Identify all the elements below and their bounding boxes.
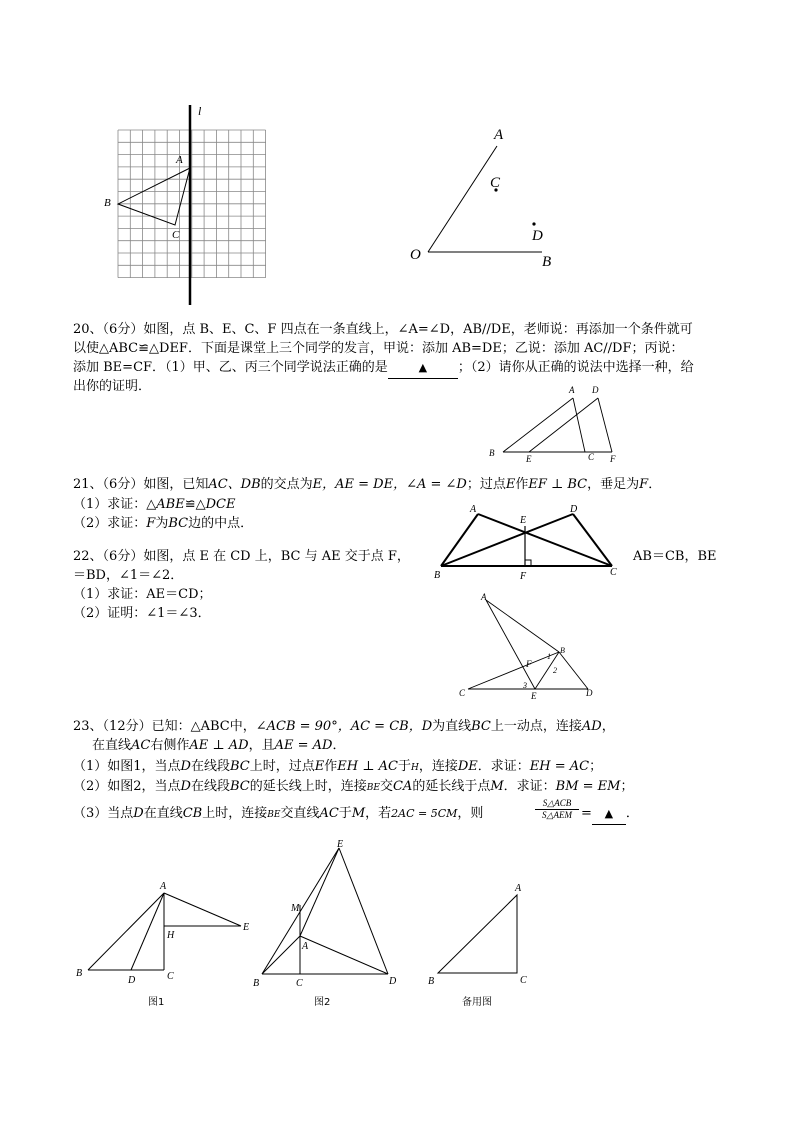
q23-t36: 交 [379,779,393,794]
q21-t16: （2）求证： [73,516,147,531]
q20-line2: 以使△ABC≌△DEF．下面是课堂上三个同学的发言，甲说：添加 AB=DE；乙说：添加 AC//DF；丙说： [73,341,684,356]
q21-t15: DCE [205,497,236,512]
q23-t30: （2）如图2，当点 [73,779,181,794]
q23-t42: ； [620,779,634,794]
q21-t14: ≌△ [184,497,206,512]
q23-t45: 在直线 [143,806,183,821]
q23-t19: 上时，过点 [249,759,315,774]
q21-t9: ，垂足为 [587,477,640,492]
q20-label-d: D [592,385,599,395]
q22-label-d: D [586,688,593,698]
q21-t7: 作 [515,477,529,492]
q23-t11: AE ⊥ AD [189,738,249,753]
label-a-angle: A [494,127,504,143]
q21-t3: 的交点为 [260,477,313,492]
q20-line3b: ；（2）请你从正确的说法中选择一种，给 [457,360,694,375]
fig1-caption: 图1 [148,997,165,1008]
q20-label-c: C [588,452,595,462]
q23-t49: 交直线 [280,806,320,821]
q23-t10: 右侧作 [150,738,190,753]
q23-t33: BC [230,779,250,794]
fig3-caption: 备用图 [462,997,492,1008]
fig3-label-b: B [428,976,435,987]
q23-t53: ，若 [365,806,392,821]
q23-t5: 上一动点，连接 [490,719,582,734]
fig1-label-a: A [160,881,167,892]
fig1-label-b: B [76,968,83,979]
q21-t17: F [146,516,156,531]
q21-t5: ；过点 [466,477,506,492]
q23-t21: 作 [324,759,338,774]
q23-t54: 2AC = 5CM [391,807,458,820]
q21-t2: AC、DB [208,477,261,492]
q23-t18: BC [230,759,250,774]
q23-t38: 的延长线于点 [412,779,491,794]
q21-t19: BC [168,516,189,531]
fig1-label-h: H [167,930,175,941]
fig2-label-c: C [296,978,303,989]
q22-label-f: F [526,659,532,669]
q23-t14: ． [332,738,346,753]
q23-end: ． [625,806,639,821]
fig3-label-a: A [515,883,522,894]
fig2-label-d: D [389,976,397,987]
q23-t2: ∠ACB = 90°，AC = CB，D [255,719,433,734]
q21-label-d: D [570,504,578,515]
triangle-mark: ▲ [418,361,428,374]
q22-line3: （1）求证：AE＝CD； [73,587,212,602]
q23-t7: ， [601,719,615,734]
q23-t29: ； [589,759,603,774]
triangle-mark-2: ▲ [604,807,614,820]
q23-t1: 23、（12分）已知：△ABC中， [73,719,256,734]
q23-t28: EH = AC [529,759,590,774]
q21-t13: ABE [156,497,185,512]
q20-label-f: F [610,454,616,464]
q21-t8: EF ⊥ BC [528,477,588,492]
q23-t15: （1）如图1，当点 [73,759,181,774]
fig3-label-c: C [520,975,527,986]
q23-t47: 上时，连接 [202,806,268,821]
q21-label-e: E [520,515,527,526]
q23-t46: CB [182,806,203,821]
q23-t6: AD [581,719,602,734]
q23-t4: BC [471,719,491,734]
fig2-label-e: E [337,839,344,850]
q23-t23: 于 [397,759,411,774]
q23-t52: M [351,806,366,821]
q23-t41: BM = EM [555,779,621,794]
q23-t3: 为直线 [432,719,472,734]
q21-label-a: A [470,504,477,515]
q23-t16: D [180,759,191,774]
q20-line3a: 添加 BE=CF．（1）甲、乙、丙三个同学说法正确的是 [73,360,388,375]
q23-t27: ．求证： [477,759,530,774]
q23-t26: DE [457,759,478,774]
label-b-grid: B [104,197,111,209]
q23-t22: EH ⊥ AC [337,759,398,774]
fig2-caption: 图2 [314,997,331,1008]
q22-label-b: B [560,646,565,655]
q22-line4: （2）证明：∠1＝∠3． [73,606,211,621]
q23-t51: 于 [338,806,352,821]
q23-t39: M [490,779,504,794]
q22-label-3: 3 [523,681,527,690]
q23-t31: D [180,779,191,794]
label-b-angle: B [542,254,552,270]
q21-t18: 为 [155,516,169,531]
q21-label-f: F [520,571,527,582]
q22-label-1: 1 [547,652,551,661]
q21-t4: E，AE = DE，∠A = ∠D [312,477,467,492]
label-c-grid: C [172,229,180,241]
fraction-denominator: S△AEM [542,810,572,820]
label-c-angle: C [490,175,501,191]
q21-t1: 21、（6分）如图，已知 [73,477,209,492]
label-o-angle: O [410,247,421,263]
q22-line1a: 22、（6分）如图，点 E 在 CD 上，BC 与 AE 交于点 F， [73,549,410,564]
q23-t55: ，则 [457,806,484,821]
fraction-numerator: S△ACB [535,798,579,810]
q20-label-b: B [489,448,495,458]
q23-t43: （3）当点 [73,806,134,821]
q21-t12: （1）求证：△ [73,497,157,512]
q20-line4: 出你的证明． [73,379,152,394]
q20-label-a: A [569,385,575,395]
label-a-grid: A [176,154,183,166]
label-l: l [198,104,202,118]
q20-line1: 20、（6分）如图，点 B、E、C、F 四点在一条直线上，∠A=∠D，AB//DE，老师说：再添加一个条件就可 [73,322,693,337]
q23-t48: BE [267,810,281,820]
q22-line2: ＝BD，∠1＝∠2． [73,568,184,583]
q22-line1b: AB＝CB，BE [633,549,717,564]
q21-label-c: C [610,567,617,578]
q23-t50: AC [319,806,339,821]
q23-t24: H [410,763,419,773]
fig1-label-c: C [167,971,174,982]
q23-t25: ，连接 [418,759,458,774]
q21-t6: E [505,477,516,492]
fig2-label-a: A [302,941,309,952]
q22-label-e: E [531,691,537,701]
fig2-label-b: B [253,978,260,989]
q23-t9: AC [131,738,151,753]
q23-t32: 在线段 [190,779,230,794]
fig1-label-e: E [243,922,250,933]
q23-eq: = [581,806,592,821]
q23-t37: CA [392,779,413,794]
q22-label-2: 2 [553,666,557,675]
fig2-label-m: M [291,903,300,914]
q23-t44: D [133,806,144,821]
q21-t11: ． [648,477,662,492]
q23-t20: E [314,759,325,774]
q23-t17: 在线段 [190,759,230,774]
q23-t34: 的延长线上时，连接 [249,779,367,794]
q20-label-e: E [526,454,532,464]
q21-t10: F [639,477,649,492]
label-d-angle: D [532,228,543,244]
q21-t20: 边的中点． [188,516,254,531]
q21-label-b: B [434,570,441,581]
q23-t35: BE [366,783,380,793]
fig1-label-d: D [128,975,136,986]
q22-label-c: C [459,688,466,698]
q23-t8: 在直线 [92,738,132,753]
q23-t40: ．求证： [503,779,556,794]
q22-label-a: A [481,592,487,602]
q23-t13: AE = AD [274,738,333,753]
q23-t12: ，且 [248,738,275,753]
